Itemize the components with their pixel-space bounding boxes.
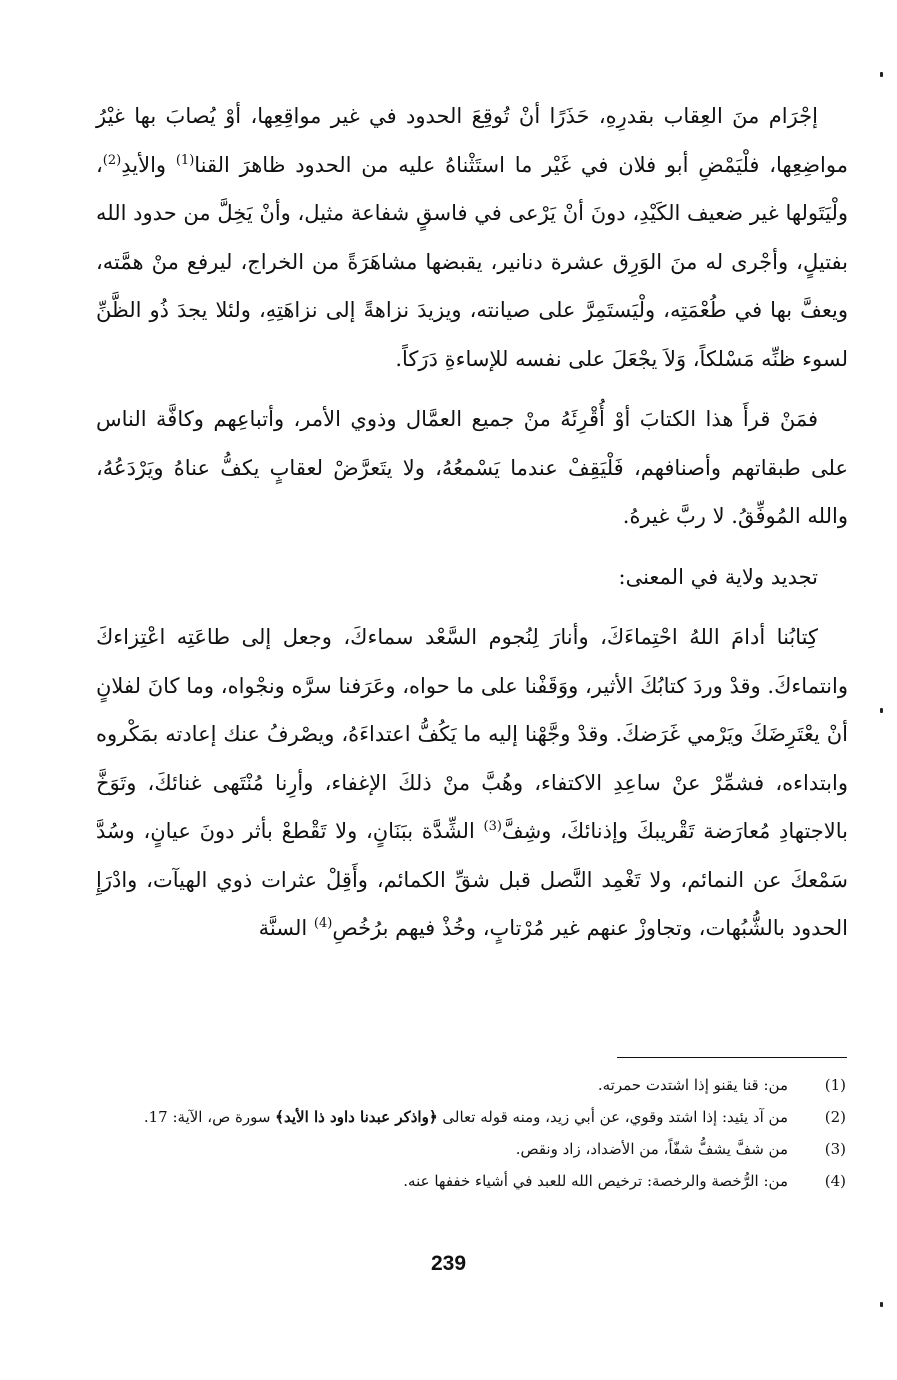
paragraph-2: فمَنْ قرأَ هذا الكتابَ أوْ أُقْرِئَهُ منْ جميع العمَّال وذوي الأمر، وأتباعِهم وكافَّة الناس على طبقاتهم وأصنافهم، فَلْيَقِفْ عندما يَسْمعُهُ، ولا يتَعرَّضْ لعقابٍ يكفُّ عناهُ ويَرْدَعُهُ، والله المُوفِّقُ. لا ربَّ غيرهُ. — [96, 407, 848, 528]
footnote-1 — [96, 1070, 848, 1100]
footnote-text — [96, 1102, 788, 1132]
paragraph-1-part-a: إجْرَام منَ العِقاب بقدرِهِ، حَذَرًا أنْ تُوقِعَ الحدود في غير مواقِعِها، أوْ يُصابَ بها غيْرُ مواضِعِها، فلْيَمْضِ أبو فلان في غَيْر ما استَثْناهُ عليه من الحدود ظاهرَ القنا — [96, 104, 848, 177]
scan-speck — [880, 72, 883, 77]
footnote-number: (2) — [824, 1108, 846, 1126]
page-number: 239 — [430, 1252, 467, 1275]
footnote-2 — [96, 1102, 848, 1132]
paragraph-3 — [96, 613, 848, 953]
footnote-number: (4) — [824, 1172, 846, 1190]
paragraph-1-part-c: ، ولْيَتَولها غير ضعيف الكَيْدِ، دونَ أنْ يَرْعى في فاسقٍ شفاعة مثيل، وأنْ يَخِلَّ من حدود الله بفتيلٍ، وأجْرى له منَ الوَرِق عشرة دنانير، يقبضها مشاهَرَةً من الخراج، ليرفع منْ همَّته، ويعفَّ بها في طُعْمَتِه، ولْيَستَمِرَّ على صيانته، ويزيدَ نزاهةً إلى نزاهَتِهِ، ولئلا يجدَ ذُو الظَّنِّ لسوء ظنِّه مَسْلكاً، وَلاَ يجْعَلَ على نفسه للإساءةِ دَرَكاً. — [96, 152, 848, 371]
footnote-ref-3: (3) — [483, 819, 502, 834]
paragraph-3-part-c: السنَّة — [258, 916, 314, 940]
footnote-ref-2: (2) — [102, 152, 122, 168]
footnote-text-part-b: سورة ص، الآية: 17. — [143, 1108, 276, 1126]
quran-quote: ﴿واذكر عبدنا داود ذا الأيد﴾ — [275, 1108, 438, 1126]
footnote-separator — [617, 1057, 847, 1058]
footnote-ref-4: (4) — [313, 916, 333, 931]
footnote-text: من: الرُّخصة والرخصة: ترخيص الله للعبد في أشياء خففها عنه. — [403, 1172, 788, 1190]
paragraph-1 — [96, 92, 848, 383]
footnote-number: (3) — [824, 1140, 846, 1158]
paragraph-3-part-a: كِتابُنا أدامَ اللهُ احْتِماءَكَ، وأنارَ لِنُجوم السَّعْد سماءكَ، وجعل إلى طاعَتِه اعْتِزاءكَ وانتماءكَ. وقدْ وردَ كتابُكَ الأثير، ووَقَفْنا على ما حواه، وعَرَفنا سرَّه ونجْواه، وما كانَ لفلانٍ أنْ يعْتَرِضَكَ ويَرْمي غَرَضكَ. وقدْ وجَّهْنا إليه ما يَكُفُّ اعتداءَهُ، ويصْرفُ عنك إعادته بمَكْروه وابتداءه، فشمِّرْ عنْ ساعِدِ الاكتفاء، وهُبَّ منْ ذلكَ الإغفاء، وأرِنا مُنْتَهى غنائكَ، وتَوَخَّ بالاجتهادِ مُعارَضة تَقْريبكَ وإذنائكَ، وشِفَّ — [96, 625, 848, 843]
footnotes — [96, 1070, 848, 1198]
footnote-text-part-a: من آد يئيد: إذا اشتد وقوي، عن أبي زيد، ومنه قوله تعالى — [437, 1108, 788, 1126]
paragraph-3-part-b: الشِّدَّة ببَنَانٍ، ولا تَقْطعْ بأثر دونَ عيانٍ، وسُدَّ سَمْعكَ عن النمائم، ولا تَغْمِد النَّصل قبل شقِّ الكمائم، وأَقِلْ عثرات ذوي الهيآت، وادْرَإِ الحدود بالشُّبُهات، وتجاوزْ عنهم غير مُرْتابٍ، وخُذْ فيهم برُخُصِ — [96, 819, 848, 940]
footnote-4 — [96, 1166, 848, 1196]
main-text — [96, 92, 848, 953]
paragraph-1-part-b: والأيدِ — [121, 152, 176, 177]
section-heading: تجديد ولاية في المعنى: — [618, 564, 818, 589]
footnote-text: من: قنا يقنو إذا اشتدت حمرته. — [597, 1076, 788, 1094]
scan-speck — [880, 708, 883, 713]
scan-speck — [880, 1302, 883, 1307]
footnote-ref-1: (1) — [175, 152, 195, 168]
footnote-text: من شفَّ يشفُّ شفّاً، من الأضداد، زاد ونقص. — [515, 1140, 788, 1158]
footnote-3 — [96, 1134, 848, 1164]
footnote-number: (1) — [824, 1076, 846, 1094]
